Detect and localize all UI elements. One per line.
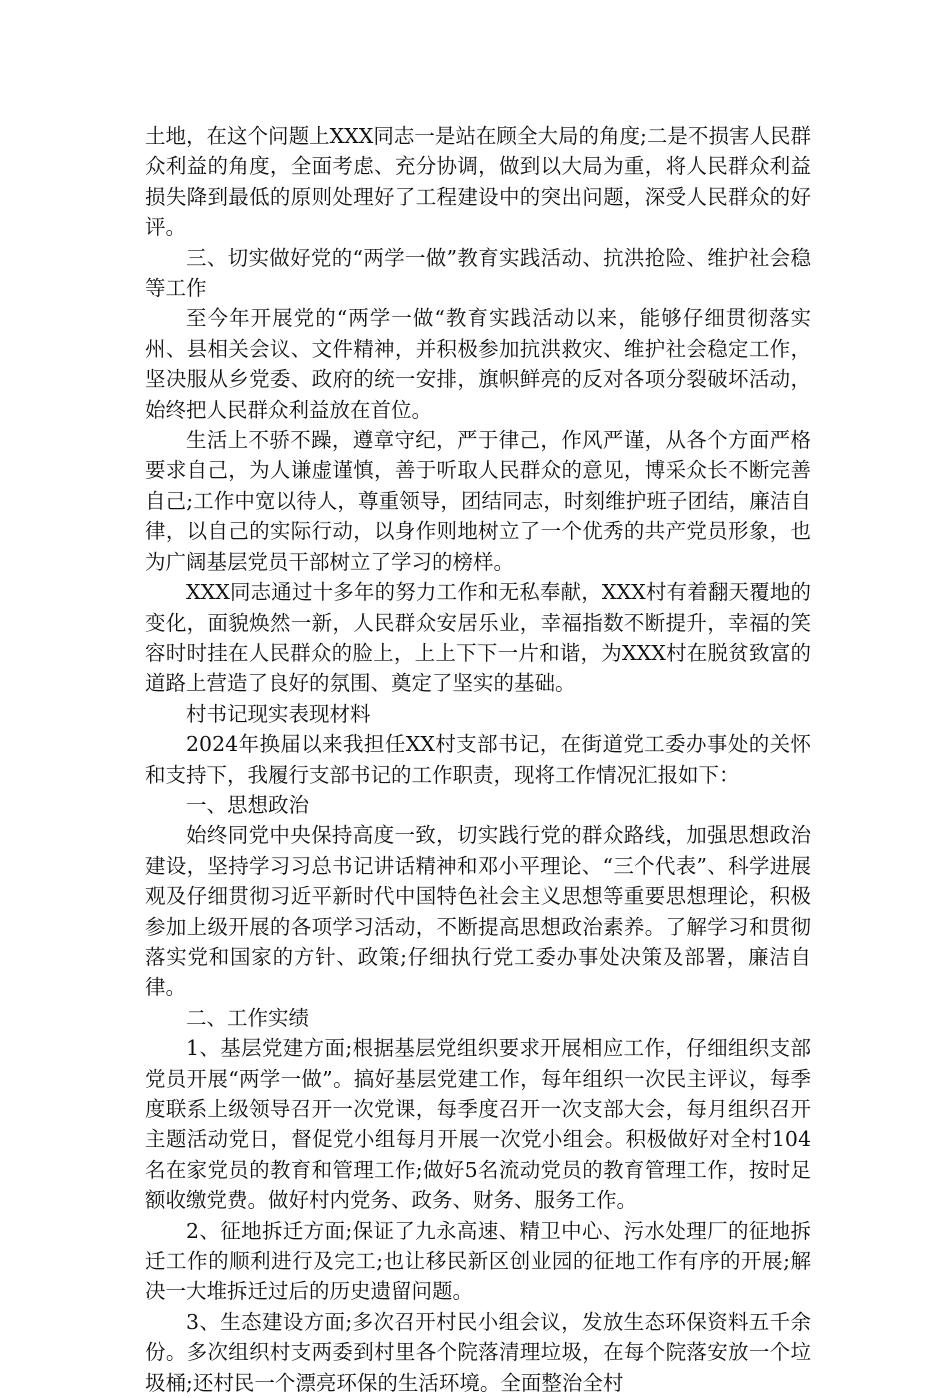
paragraph: 2024年换届以来我担任XX村支部书记，在街道党工委办事处的关怀和支持下，我履行支部书记的工作职责，现将工作情况汇报如下： xyxy=(145,732,811,787)
paragraph: 3、生态建设方面;多次召开村民小组会议，发放生态环保资料五千余份。多次组织村支两委到村里各个院落清理垃圾，在每个院落安放一个垃圾桶;还村民一个漂亮环保的生活环境。全面整治全村 xyxy=(145,1309,811,1395)
section-heading-two: 二、工作实绩 xyxy=(186,1005,309,1030)
document-title: 村书记现实表现材料 xyxy=(186,701,371,726)
paragraph: 1、基层党建方面;根据基层党组织要求开展相应工作，仔细组织支部党员开展“两学一做”。搞好基层党建工作，每年组织一次民主评议，每季度联系上级领导召开一次党课，每季度召开一次支部大会，每月组织召开主题活动党日，督促党小组每月开展一次党小组会。积极做好对全村104名在家党员的教育和管理工作;做好5名流动党员的教育管理工作，按时足额收缴党费。做好村内党务、政务、财务、服务工作。 xyxy=(145,1036,811,1213)
paragraph-continued: 土地，在这个问题上XXX同志一是站在顾全大局的角度;二是不损害人民群众利益的角度，全面考虑、充分协调，做到以大局为重，将人民群众利益损失降到最低的原则处理好了工程建设中的突出问题，深受人民群众的好评。 xyxy=(145,124,811,240)
paragraph: XXX同志通过十多年的努力工作和无私奉献，XXX村有着翻天覆地的变化，面貌焕然一新，人民群众安居乐业，幸福指数不断提升，幸福的笑容时时挂在人民群众的脸上，上上下下一片和谐，为XXX村在脱贫致富的道路上营造了良好的氛围、奠定了坚实的基础。 xyxy=(145,580,811,696)
paragraph: 生活上不骄不躁，遵章守纪，严于律己，作风严谨，从各个方面严格要求自己，为人谦虚谨慎，善于听取人民群众的意见，博采众长不断完善自己;工作中宽以待人，尊重领导，团结同志，时刻维护班子团结，廉洁自律，以自己的实际行动，以身作则地树立了一个优秀的共产党员形象，也为广阔基层党员干部树立了学习的榜样。 xyxy=(145,428,811,574)
paragraph: 始终同党中央保持高度一致，切实践行党的群众路线，加强思想政治建设，坚持学习习总书记讲话精神和邓小平理论、“三个代表”、科学进展观及仔细贯彻习近平新时代中国特色社会主义思想等重要思想理论，积极参加上级开展的各项学习活动，不断提高思想政治素养。了解学习和贯彻落实党和国家的方针、政策;仔细执行党工委办事处决策及部署，廉洁自律。 xyxy=(145,823,811,1000)
section-heading-one: 一、思想政治 xyxy=(186,792,309,817)
paragraph: 至今年开展党的“两学一做“教育实践活动以来，能够仔细贯彻落实州、县相关会议、文件精神，并积极参加抗洪救灾、维护社会稳定工作，坚决服从乡党委、政府的统一安排，旗帜鲜亮的反对各项分裂破坏活动，始终把人民群众利益放在首位。 xyxy=(145,306,811,422)
document-page xyxy=(145,121,811,1398)
paragraph: 2、征地拆迁方面;保证了九永高速、精卫中心、污水处理厂的征地拆迁工作的顺利进行及完工;也让移民新区创业园的征地工作有序的开展;解决一大堆拆迁过后的历史遗留问题。 xyxy=(145,1218,811,1304)
section-heading-three: 三、切实做好党的“两学一做”教育实践活动、抗洪抢险、维护社会稳等工作 xyxy=(145,245,811,301)
